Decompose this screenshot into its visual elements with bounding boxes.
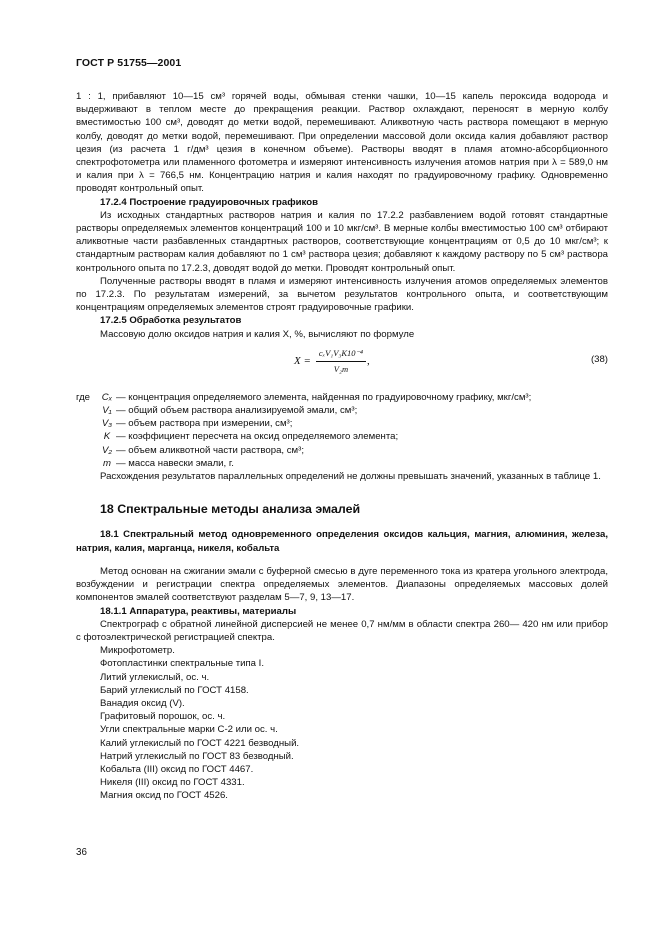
list-item: Калий углекислый по ГОСТ 4221 безводный. <box>100 737 300 749</box>
paragraph: Расхождения результатов параллельных определений не должны превышать значений, указанных в таблице 1. <box>100 471 601 483</box>
paragraph: Массовую долю оксидов натрия и калия X, %, вычисляют по формуле <box>100 328 415 340</box>
definition-text: — объем раствора при измерении, см³; <box>116 418 293 430</box>
definition-symbol: Cₓ <box>101 391 113 403</box>
subsection-heading: 17.2.5 Обработка результатов <box>100 315 242 327</box>
formula-lhs: X = <box>294 354 311 367</box>
definition-text: — объем аликвотной части раствора, см³; <box>116 444 305 456</box>
list-item: Кобальта (III) оксид по ГОСТ 4467. <box>100 763 254 775</box>
paragraph: Полученные растворы вводят в пламя и измеряют интенсивность излучения атомов определяемых элементов по 17.2.3. По результатам измерений, за вычетом результатов контрольного опыта, и соответствующим концентрациям определяемых элементов строят градуировочные графики. <box>76 275 608 314</box>
formula-fraction <box>316 347 366 376</box>
definition-symbol: m <box>103 457 111 469</box>
list-item: Магния оксид по ГОСТ 4526. <box>100 790 228 802</box>
list-item: Барий углекислый по ГОСТ 4158. <box>100 684 249 696</box>
list-item: Угли спектральные марки С-2 или ос. ч. <box>100 724 278 736</box>
definition-symbol: V₂ <box>101 444 113 456</box>
definition-lead <box>76 457 98 470</box>
paragraph: 1 : 1, прибавляют 10—15 см³ горячей воды, обмывая стенки чашки, 10—15 капель пероксида водорода и выдерживают в теплом месте до прекращения реакции. Раствор охлаждают, переносят в мерную колбу вместимостью 100 см³, доводят до метки водой, перемешивают. Аликвотную часть раствора помещают в мерную колбу, доводят до метки водой, перемешивают. При определении массовой доли оксида калия добавляют раствор цезия (из расчета 1 г/дм³ цезия в конечном объеме). Растворы вводят в пламя атомно-абсорбционного спектрофотометра или пламенного фотометра и измеряют интенсивность излучения атомов натрия при λ = 589,0 нм и калия при λ = 766,5 нм. Концентрацию натрия и калия находят по градуировочному графику. Одновременно проводят контрольный опыт. <box>76 91 608 195</box>
definition-row <box>76 444 608 457</box>
subsection-heading: 17.2.4 Построение градуировочных графиков <box>100 196 318 208</box>
definition-symbol: V₃ <box>101 418 113 430</box>
materials-list <box>76 644 608 802</box>
definition-row <box>76 404 608 417</box>
page-header: ГОСТ Р 51755—2001 <box>76 57 182 69</box>
formula-38 <box>76 345 608 385</box>
definition-lead <box>76 417 98 430</box>
subsection-heading: 18.1.1 Аппаратура, реактивы, материалы <box>100 605 297 617</box>
paragraph: Спектрограф с обратной линейной дисперсией не менее 0,7 нм/мм в области спектра 260— 420 нм или прибор с фотоэлектрической регистрацией спектра. <box>76 618 608 643</box>
paragraph: Из исходных стандартных растворов натрия и калия по 17.2.2 разбавлением водой готовят стандартные растворы определяемых элементов концентраций 100 и 10 мкг/см³. В мерные колбы вместимостью 100 см³ отбирают аликвотные части разбавленных стандартных растворов, соответствующие концентрациям от 0,5 до 10 мкг/см³; к стандартным растворам калия добавляют по 1 см³ раствора цезия; добавляют к каждому раствору по 5 см³ раствора контрольного опыта по 17.2.3, доводят водой до метки. Проводят контрольный опыт. <box>76 209 608 274</box>
subsection-heading: 18.1 Спектральный метод одновременного определения оксидов кальция, магния, алюминия, железа, натрия, калия, марганца, никеля, кобальта <box>76 529 608 554</box>
definition-row <box>76 417 608 430</box>
definition-row <box>76 457 608 470</box>
definition-row <box>76 391 608 404</box>
definition-lead <box>76 444 98 457</box>
definition-symbol: K <box>103 431 111 443</box>
list-item: Никеля (III) оксид по ГОСТ 4331. <box>100 777 245 789</box>
formula-numerator: cₓV₁V₃K10⁻⁴ <box>316 347 366 362</box>
list-item: Графитовый порошок, ос. ч. <box>100 711 226 723</box>
definition-lead <box>76 404 98 417</box>
definition-lead: где <box>76 391 91 403</box>
formula-tail: , <box>367 354 370 367</box>
definition-symbol: V₁ <box>102 405 112 417</box>
list-item: Ванадия оксид (V). <box>100 697 185 709</box>
paragraph: Метод основан на сжигании эмали с буферной смесью в дуге переменного тока из кратера угольного электрода, возбуждении и регистрации спектра определяемых элементов. Диапазоны определяемых массовых долей компонентов эмалей соответствуют разделам 5—7, 9, 13—17. <box>76 565 608 604</box>
list-item: Микрофотометр. <box>100 645 175 657</box>
list-item: Натрий углекислый по ГОСТ 83 безводный. <box>100 750 294 762</box>
page-number: 36 <box>76 847 87 858</box>
variable-definitions <box>76 391 608 470</box>
formula-number: (38) <box>590 353 608 365</box>
definition-text: — масса навески эмали, г. <box>116 457 234 469</box>
formula-denominator: V₂m <box>333 364 349 375</box>
list-item: Фотопластинки спектральные типа I. <box>100 658 265 670</box>
definition-text: — общий объем раствора анализируемой эмали, см³; <box>116 405 358 417</box>
definition-text: — коэффициент пересчета на оксид определяемого элемента; <box>116 431 399 443</box>
page-content <box>76 90 608 803</box>
section-heading: 18 Спектральные методы анализа эмалей <box>100 502 361 517</box>
list-item: Литий углекислый, ос. ч. <box>100 671 210 683</box>
formula-expression <box>294 347 370 376</box>
definition-row <box>76 430 608 443</box>
definition-lead <box>76 430 98 443</box>
definition-text: — концентрация определяемого элемента, найденная по градуировочному графику, мкг/см³; <box>116 391 532 403</box>
